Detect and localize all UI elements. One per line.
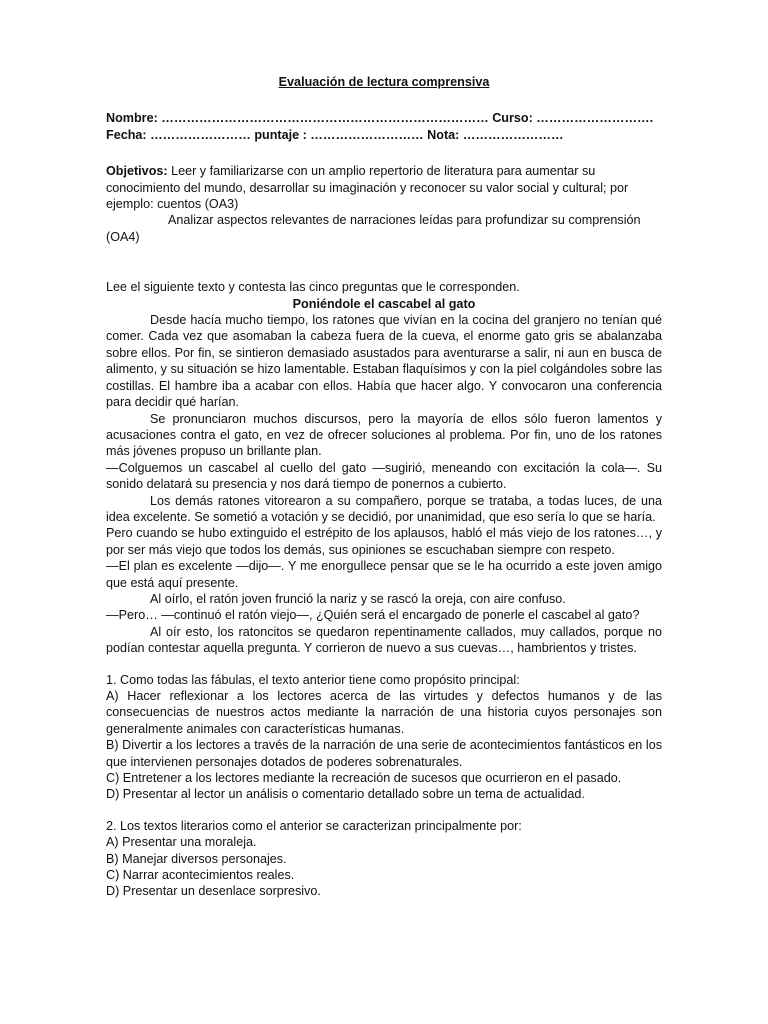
questions-section [106, 672, 662, 900]
objective-oa3-text: Leer y familiarizarse con un amplio repertorio de literatura para aumentar su conocimiento del mundo, desarrollar su imaginación y reconocer su valor social y cultural; por ejemplo: cuentos (OA3) [106, 164, 629, 212]
document-page [106, 74, 662, 900]
question-block [106, 672, 662, 803]
answer-option: A) Hacer reflexionar a los lectores acerca de las virtudes y defectos humanos y de las consecuencias de nuestros actos mediante la narración de una historia cuyos personajes son generalmente animales con características humanas. [106, 689, 662, 736]
answer-option: A) Presentar una moraleja. [106, 835, 257, 850]
question-stem: 1. Como todas las fábulas, el texto anterior tiene como propósito principal: [106, 672, 520, 687]
answer-option: B) Divertir a los lectores a través de la narración de una serie de acontecimientos fantásticos en los que intervienen personajes dotados de poderes sobrenaturales. [106, 738, 662, 769]
answer-option: D) Presentar al lector un análisis o comentario detallado sobre un tema de actualidad. [106, 787, 585, 802]
story-paragraph: Al oír esto, los ratoncitos se quedaron repentinamente callados, muy callados, porque no podían contestar aquella pregunta. Y corrieron de nuevo a sus cuevas…, hambrientos y tristes. [106, 624, 662, 656]
question-block [106, 818, 662, 900]
story-paragraph: Pero cuando se hubo extinguido el estrépito de los aplausos, habló el más viejo de los ratones…, y por ser más viejo que todos los demás, sus opiniones se escuchaban siempre con respeto. [106, 526, 662, 557]
story-paragraph: —Pero… —continuó el ratón viejo—, ¿Quién será el encargado de ponerle el cascabel al gato? [106, 608, 640, 623]
objective-oa3 [106, 163, 662, 212]
document-title: Evaluación de lectura comprensiva [278, 75, 490, 89]
answer-option: C) Narrar acontecimientos reales. [106, 868, 295, 883]
question-stem: 2. Los textos literarios como el anterior se caracterizan principalmente por: [106, 818, 522, 833]
story-paragraph: —Colguemos un cascabel al cuello del gato —sugirió, meneando con excitación la cola—. Su sonido delatará su presencia y nos dará tiempo de ponernos a cubierto. [106, 460, 662, 492]
story-body [106, 312, 662, 657]
reading-instruction: Lee el siguiente texto y contesta las cinco preguntas que le corresponden. [106, 280, 520, 295]
objective-oa4-text: Analizar aspectos relevantes de narraciones leídas para profundizar su comprensión [168, 213, 641, 228]
grading-info-line: Fecha: …………………… puntaje : ……………………… Nota: …………………… [106, 127, 564, 142]
answer-option: C) Entretener a los lectores mediante la recreación de sucesos que ocurrieron en el pasado. [106, 771, 622, 786]
story-paragraph: Se pronunciaron muchos discursos, pero la mayoría de ellos sólo fueron lamentos y acusaciones contra el gato, en vez de ofrecer soluciones al problema. Por fin, uno de los ratones más jóvenes propuso un brillante plan. [106, 411, 662, 459]
story-paragraph: —El plan es excelente —dijo—. Y me enorgullece pensar que se le ha ocurrido a este joven amigo que está aquí presente. [106, 559, 662, 590]
story-paragraph: Desde hacía mucho tiempo, los ratones que vivían en la cocina del granjero no tenían qué comer. Cada vez que asomaban la cabeza fuera de la cueva, el enorme gato gris se abalanzaba sobre ellos. Por fin, se sintieron demasiado asustados para aventurarse a salir, ni aun en busca de alimento, y su situación se hizo lamentable. Estaban flaquísimos y con la piel colgándoles sobre las costillas. El hambre iba a acabar con ellos. Había que hacer algo. Y convocaron una conferencia para decidir qué harían. [106, 313, 662, 410]
story-paragraph: Al oírlo, el ratón joven frunció la nariz y se rascó la oreja, con aire confuso. [150, 591, 566, 606]
story-paragraph: Los demás ratones vitorearon a su compañero, porque se trataba, a todas luces, de una idea excelente. Se sometió a votación y se decidió, por unanimidad, que eso sería lo que se haría. [106, 493, 662, 524]
objectives-block [106, 163, 662, 245]
student-info-line: Nombre: …………………………………………………………………… Curso: ………………………. [106, 111, 654, 126]
objectives-label: Objetivos: [106, 164, 168, 179]
answer-option: B) Manejar diversos personajes. [106, 851, 287, 866]
story-title: Poniéndole el cascabel al gato [292, 296, 476, 311]
answer-option: D) Presentar un desenlace sorpresivo. [106, 884, 321, 899]
objective-oa4-code: (OA4) [106, 229, 140, 244]
